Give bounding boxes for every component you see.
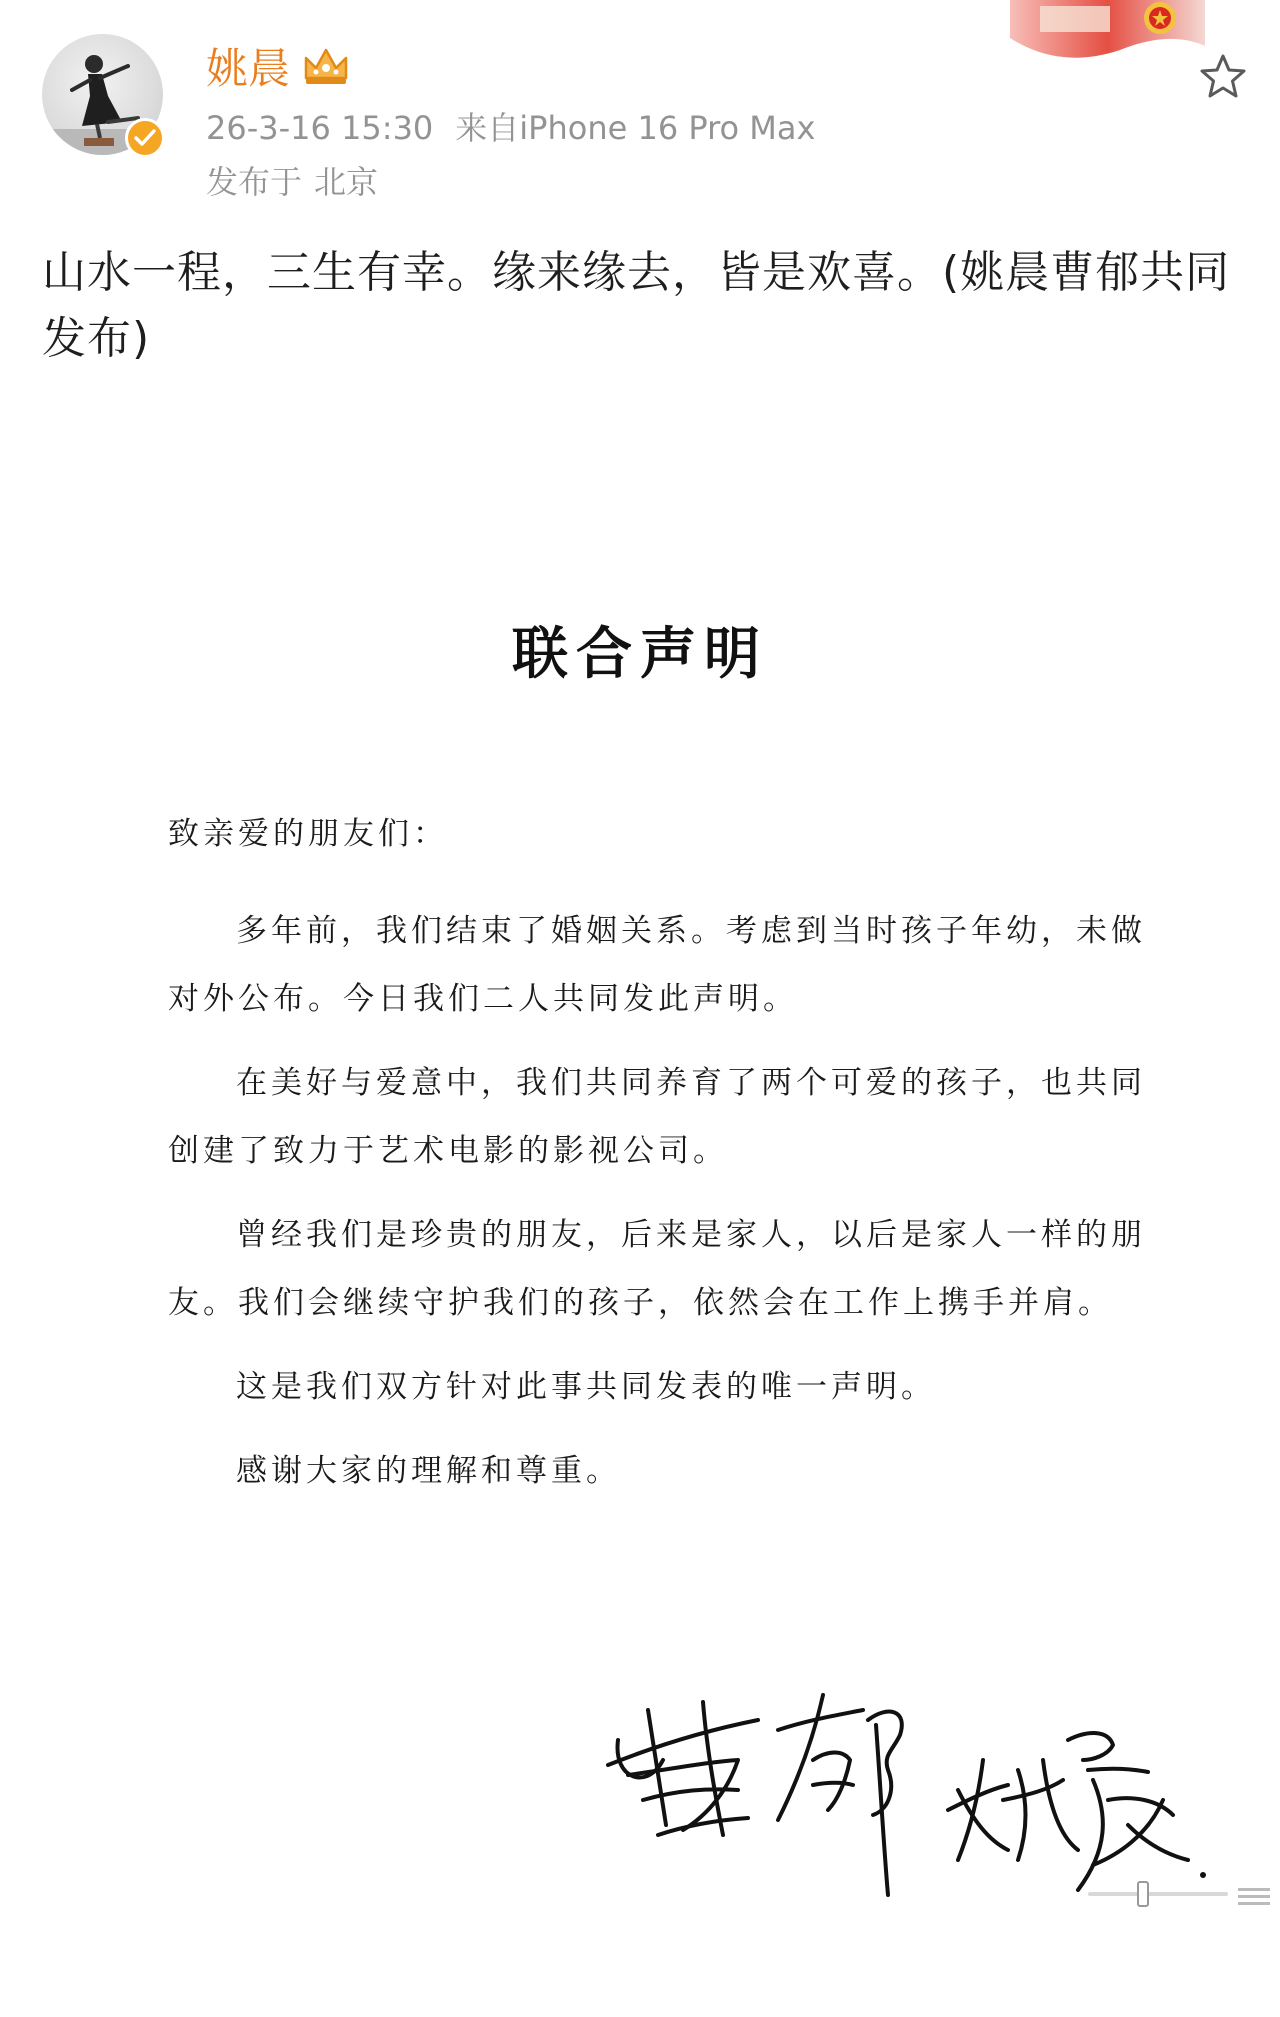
letter-paragraph: 感谢大家的理解和尊重。 <box>236 1453 621 1489</box>
statement-image[interactable] <box>38 400 1242 2000</box>
post-text: 山水一程，三生有幸。缘来缘去，皆是欢喜。(姚晨曹郁共同发布) <box>42 247 1231 364</box>
banner-decoration[interactable] <box>1000 0 1205 72</box>
post-timestamp: 26-3-16 15:30 <box>206 109 434 147</box>
post-header <box>0 0 1280 200</box>
letter-salutation: 致亲爱的朋友们： <box>168 816 448 852</box>
post-location <box>206 162 378 202</box>
letter-paragraph: 曾经我们是珍贵的朋友，后来是家人，以后是家人一样的朋友。我们会继续守护我们的孩子，依然会在工作上携手并肩。 <box>168 1217 1146 1321</box>
location-prefix: 发布于 <box>206 163 303 201</box>
location-name: 北京 <box>314 163 379 201</box>
letter-paragraph: 这是我们双方针对此事共同发表的唯一声明。 <box>236 1369 936 1405</box>
image-scroll-indicator-icon[interactable] <box>1078 1878 1278 1918</box>
verified-badge-icon <box>125 118 165 158</box>
post-source: 来自iPhone 16 Pro Max <box>455 109 816 147</box>
handwritten-signature <box>588 1650 1218 1910</box>
letter-body <box>168 808 1158 1521</box>
username[interactable]: 姚晨 <box>206 44 291 93</box>
post-meta <box>206 108 815 148</box>
crown-icon[interactable] <box>302 46 350 86</box>
letter-title: 联合声明 <box>512 621 768 687</box>
letter-paragraph: 多年前，我们结束了婚姻关系。考虑到当时孩子年幼，未做对外公布。今日我们二人共同发此声明。 <box>168 913 1146 1017</box>
star-icon[interactable] <box>1198 52 1248 102</box>
letter-paragraph: 在美好与爱意中，我们共同养育了两个可爱的孩子，也共同创建了致力于艺术电影的影视公司。 <box>168 1065 1146 1169</box>
